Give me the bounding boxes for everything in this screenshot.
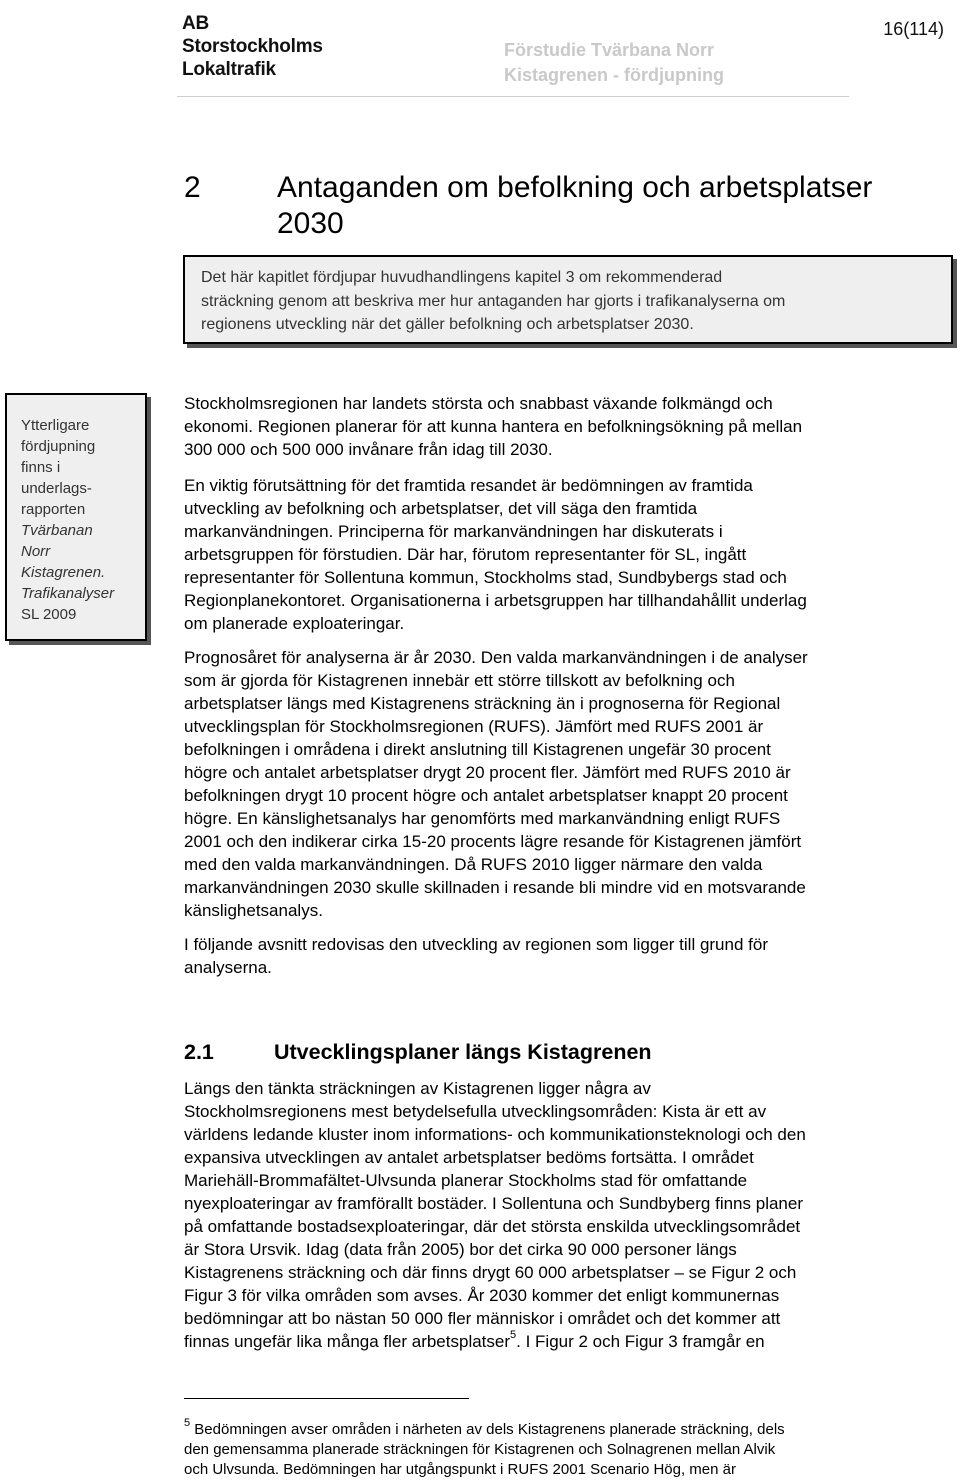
note-report-title-line: Tvärbanan — [21, 522, 93, 539]
text-segment: Bedömningen avser områden i närheten av dels Kistagrenens planerade sträckning, dels — [194, 1421, 785, 1438]
text-line: ekonomi. Regionen planerar för att kunna hantera en befolkningsökning på mellan — [184, 417, 803, 436]
text-line: arbetsgruppen för förstudien. Där har, förutom representanter för SL, ingått — [184, 545, 747, 564]
chapter-intro-box — [183, 255, 953, 344]
paragraph-4 — [184, 933, 944, 979]
note-line: rapporten — [21, 501, 86, 518]
text-line: markanvändningen 2030 skulle skillnaden i resande bli mindre vid en motsvarande — [184, 878, 806, 897]
paragraph-3 — [184, 646, 944, 922]
footnote-number: 5 — [184, 1417, 191, 1429]
section-paragraph — [184, 1077, 944, 1353]
text-segment: . I Figur 2 och Figur 3 framgår en — [516, 1332, 765, 1351]
text-line: Kistagrenens sträckning och där finns drygt 60 000 arbetsplatser – se Figur 2 och — [184, 1263, 797, 1282]
chapter-title — [277, 170, 872, 242]
section-number: 2.1 — [184, 1040, 214, 1064]
document-title-line: Förstudie Tvärbana Norr — [504, 40, 715, 60]
note-line: underlags- — [21, 480, 92, 497]
document-title — [504, 38, 724, 88]
text-line: om planerade exploateringar. — [184, 614, 405, 633]
text-line: 2001 och den indikerar cirka 15-20 procents lägre resande för Kistagrenen jämfört — [184, 832, 802, 851]
sl-logo — [182, 12, 323, 81]
footnote — [184, 1417, 924, 1480]
text-line: arbetsplatser längs med Kistagrenens sträckning än i prognoserna för Regional — [184, 694, 781, 713]
intro-line: Det här kapitlet fördjupar huvudhandlingens kapitel 3 om rekommenderad — [201, 269, 723, 286]
footnote-divider — [184, 1398, 469, 1399]
logo-line: Storstockholms — [182, 36, 323, 57]
footnote-line: den gemensamma planerade sträckningen för Kistagrenen och Solnagrenen mellan Alvik — [184, 1441, 776, 1458]
text-line: markanvändningen. Principerna för markanvändningen har diskuterats i — [184, 522, 723, 541]
text-line: expansiva utvecklingen av antalet arbetsplatser bedöms fortsätta. I området — [184, 1148, 754, 1167]
note-line: Ytterligare — [21, 417, 90, 434]
text-line: högre. En känslighetsanalys har genomförts med markanvändning enligt RUFS — [184, 809, 781, 828]
text-line: befolkningen drygt 10 procent högre och antalet arbetsplatser knappt 20 procent — [184, 786, 788, 805]
text-line: världens ledande kluster inom informations- och kommunikationsteknologi och den — [184, 1125, 806, 1144]
text-line: är Stora Ursvik. Idag (data från 2005) bor det cirka 90 000 personer längs — [184, 1240, 737, 1259]
text-line: En viktig förutsättning för det framtida resandet är bedömningen av framtida — [184, 476, 753, 495]
text-line: Figur 3 för vilka områden som avses. År 2030 kommer det enligt kommunernas — [184, 1286, 780, 1305]
header-divider — [177, 96, 849, 97]
text-line: Stockholmsregionen har landets största och snabbast växande folkmängd och — [184, 394, 773, 413]
note-report-title-line: Kistagrenen. — [21, 564, 106, 581]
text-segment: finnas ungefär lika många fler arbetsplatser — [184, 1332, 511, 1351]
margin-note-box — [5, 393, 147, 641]
chapter-title-line: Antaganden om befolkning och arbetsplatser — [277, 171, 873, 204]
text-line: Prognosåret för analyserna är år 2030. Den valda markanvändningen i de analyser — [184, 648, 808, 667]
footnote-line — [184, 1417, 924, 1440]
text-line — [184, 1330, 944, 1353]
logo-line: AB — [182, 13, 210, 34]
paragraph-1 — [184, 392, 944, 461]
text-line: utvecklingsplan för Stockholmsregionen (RUFS). Jämfört med RUFS 2001 är — [184, 717, 764, 736]
text-line: som är gjorda för Kistagrenen innebär ett större tillskott av befolkning och — [184, 671, 735, 690]
note-report-title-line: Norr — [21, 543, 51, 560]
text-line: på omfattande bostadsexploateringar, där det största enskilda utvecklingsområdet — [184, 1217, 801, 1236]
note-report-title-line: Trafikanalyser — [21, 585, 115, 602]
text-line: Längs den tänkta sträckningen av Kistagrenen ligger några av — [184, 1079, 651, 1098]
paragraph-2 — [184, 474, 944, 635]
section-title: Utvecklingsplaner längs Kistagrenen — [274, 1040, 652, 1064]
intro-line: regionens utveckling när det gäller befolkning och arbetsplatser 2030. — [201, 316, 694, 333]
text-line: Regionplanekontoret. Organisationerna i arbetsgruppen har tillhandahållit underlag — [184, 591, 807, 610]
note-line: fördjupning — [21, 438, 96, 455]
note-line: finns i — [21, 459, 61, 476]
footnote-reference[interactable]: 5 — [510, 1329, 517, 1342]
note-line: SL 2009 — [21, 606, 77, 623]
text-line: bedömningar att bo nästan 50 000 fler människor i området och det kommer att — [184, 1309, 781, 1328]
text-line: med den valda markanvändningen. Då RUFS 2010 ligger närmare den valda — [184, 855, 763, 874]
text-line: befolkningen i områdena i direkt anslutning till Kistagrenen ungefär 30 procent — [184, 740, 771, 759]
text-line: högre och antalet arbetsplatser drygt 20 procent fler. Jämfört med RUFS 2010 är — [184, 763, 791, 782]
intro-line: sträckning genom att beskriva mer hur antaganden har gjorts i trafikanalyserna om — [201, 292, 786, 310]
text-line: representanter för Sollentuna kommun, Stockholms stad, Sundbybergs stad och — [184, 568, 787, 587]
text-line: utveckling av befolkning och arbetsplatser, det vill säga den framtida — [184, 499, 698, 518]
chapter-number: 2 — [184, 171, 201, 204]
chapter-title-line: 2030 — [277, 207, 344, 240]
text-line: Mariehäll-Brommafältet-Ulvsunda planerar Stockholms stad för omfattande — [184, 1171, 748, 1190]
logo-line: Lokaltrafik — [182, 59, 276, 80]
text-line: analyserna. — [184, 958, 272, 977]
text-line: I följande avsnitt redovisas den utveckling av regionen som ligger till grund för — [184, 935, 768, 954]
text-line: nyexploateringar av framförallt bostäder. I Sollentuna och Sundbyberg finns planer — [184, 1194, 803, 1213]
footnote-line: och Ulvsunda. Bedömningen har utgångspunkt i RUFS 2001 Scenario Hög, men är — [184, 1461, 736, 1478]
text-line: känslighetsanalys. — [184, 901, 323, 920]
text-line: Stockholmsregionens mest betydelsefulla utvecklingsområden: Kista är ett av — [184, 1102, 767, 1121]
text-line: 300 000 och 500 000 invånare från idag till 2030. — [184, 440, 553, 459]
document-subtitle-line: Kistagrenen - fördjupning — [504, 65, 724, 85]
page-number: 16(114) — [883, 19, 944, 39]
